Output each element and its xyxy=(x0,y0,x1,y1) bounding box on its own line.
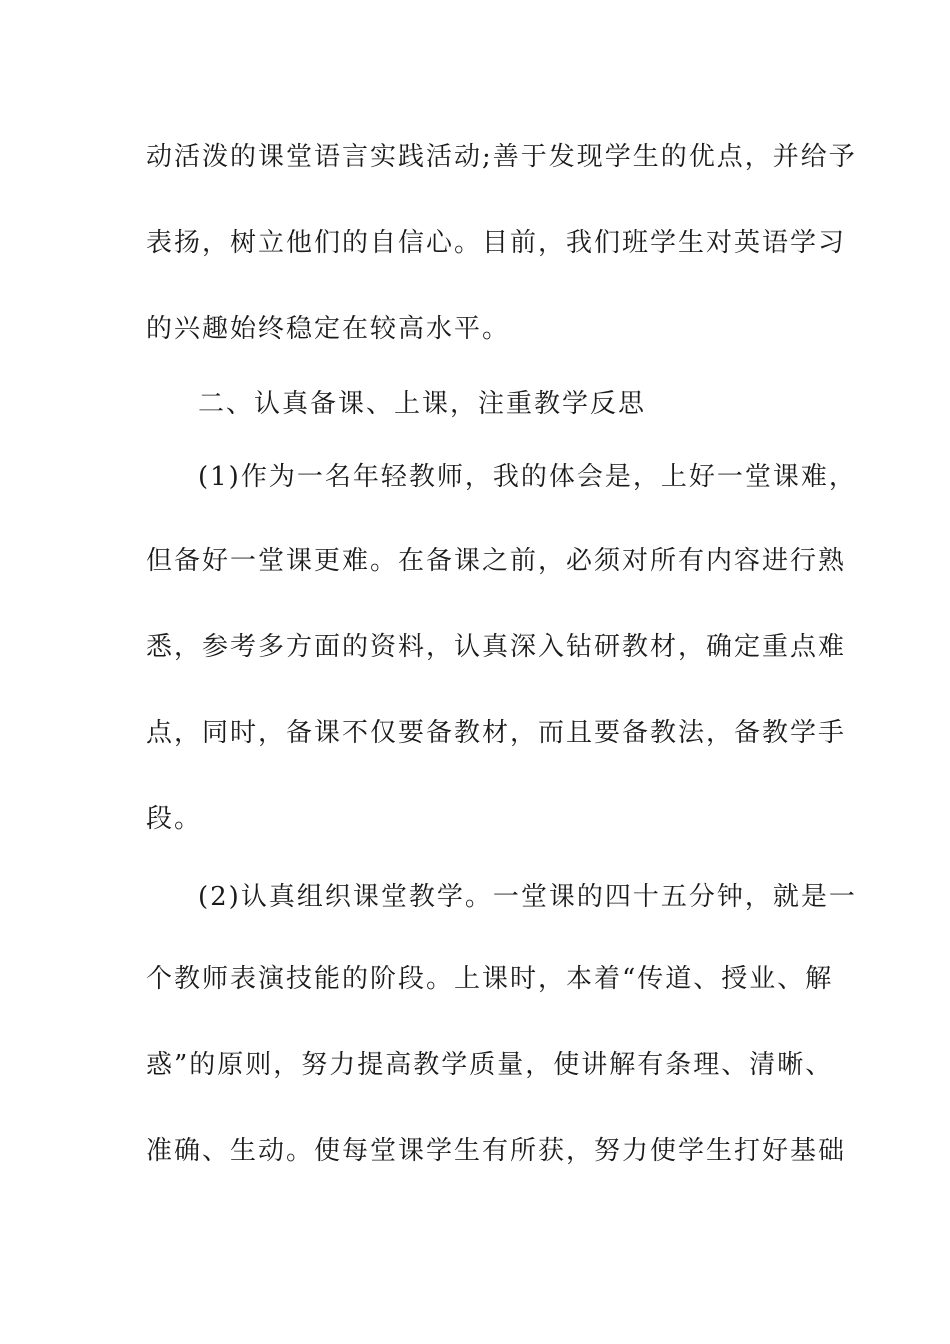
paragraph-line: 动活泼的课堂语言实践活动;善于发现学生的优点，并给予 xyxy=(146,142,857,172)
paragraph-line: 个教师表演技能的阶段。上课时，本着“传道、授业、解 xyxy=(146,964,834,994)
paragraph-line: 但备好一堂课更难。在备课之前，必须对所有内容进行熟 xyxy=(146,546,847,576)
paragraph-line: 段。 xyxy=(146,804,203,834)
paragraph-line: 点，同时，备课不仅要备教材，而且要备教法，备教学手 xyxy=(146,718,847,748)
paragraph-line: 表扬，树立他们的自信心。目前，我们班学生对英语学习 xyxy=(146,228,847,258)
paragraph-line: 悉，参考多方面的资料，认真深入钻研教材，确定重点难 xyxy=(146,632,847,662)
paragraph-line: 惑”的原则，努力提高教学质量，使讲解有条理、清晰、 xyxy=(146,1050,834,1080)
section-heading: 二、认真备课、上课，注重教学反思 xyxy=(198,389,647,419)
paragraph-line: (1)作为一名年轻教师，我的体会是，上好一堂课难， xyxy=(198,462,857,492)
paragraph-line: 的兴趣始终稳定在较高水平。 xyxy=(146,314,511,344)
paragraph-line: (2)认真组织课堂教学。一堂课的四十五分钟，就是一 xyxy=(198,882,857,912)
paragraph-line: 准确、生动。使每堂课学生有所获，努力使学生打好基础 xyxy=(146,1136,847,1166)
